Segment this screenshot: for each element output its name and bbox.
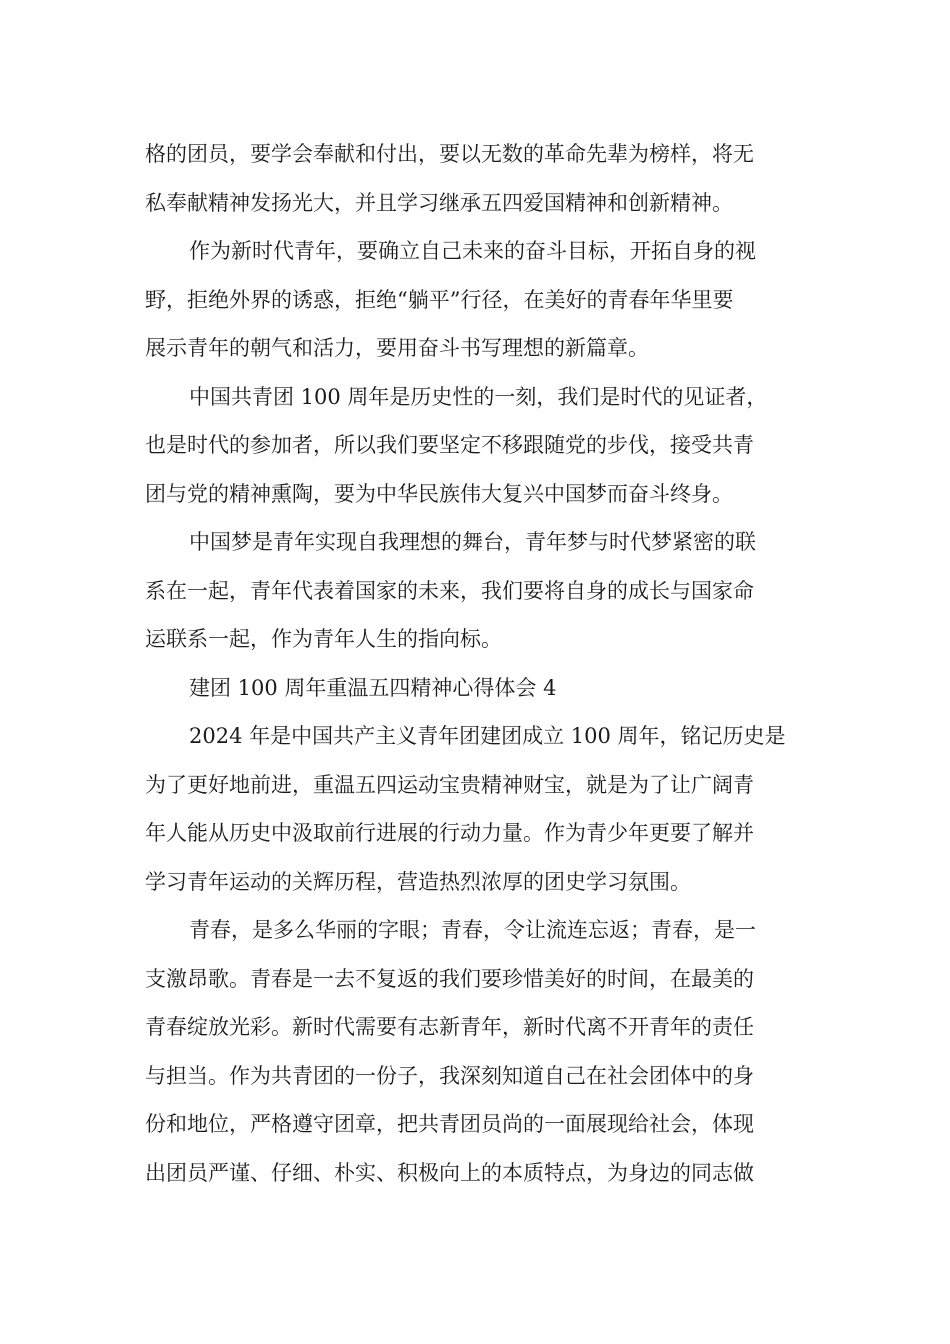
- text-line-11: 运联系一起，作为青年人生的指向标。: [145, 627, 502, 651]
- text-line-8: 团与党的精神熏陶，要为中华民族伟大复兴中国梦而奋斗终身。: [145, 482, 733, 506]
- text-line-4: 野，拒绝外界的诱惑，拒绝“躺平”行径，在美好的青春年华里要: [145, 288, 734, 312]
- paragraph-start-line: 中国梦是青年实现自我理想的舞台，青年梦与时代梦紧密的联: [189, 530, 756, 554]
- text-line-20: 与担当。作为共青团的一份子，我深刻知道自己在社会团体中的身: [145, 1064, 754, 1088]
- text-line-7: 也是时代的参加者，所以我们要坚定不移跟随党的步伐，接受共青: [145, 433, 754, 457]
- text-line-10: 系在一起，青年代表着国家的未来，我们要将自身的成长与国家命: [145, 579, 754, 603]
- text-line-16: 学习青年运动的关辉历程，营造热烈浓厚的团史学习氛围。: [145, 870, 691, 894]
- text-line-19: 青春绽放光彩。新时代需要有志新青年，新时代离不开青年的责任: [145, 1015, 754, 1039]
- text-line-18: 支激昂歌。青春是一去不复返的我们要珍惜美好的时间，在最美的: [145, 967, 754, 991]
- text-line-21: 份和地位，严格遵守团章，把共青团员尚的一面展现给社会，体现: [145, 1112, 754, 1136]
- paragraph-start-line: 作为新时代青年，要确立自己未来的奋斗目标，开拓自身的视: [189, 239, 756, 263]
- text-line-22: 出团员严谨、仔细、朴实、积极向上的本质特点，为身边的同志做: [145, 1161, 754, 1185]
- text-line-15: 年人能从历史中汲取前行进展的行动力量。作为青少年更要了解并: [145, 821, 754, 845]
- text-line-14: 为了更好地前进，重温五四运动宝贵精神财宝，就是为了让广阔青: [145, 773, 754, 797]
- text-line-5: 展示青年的朝气和活力，要用奋斗书写理想的新篇章。: [145, 336, 649, 360]
- section-heading: 建团 100 周年重温五四精神心得体会 4: [189, 676, 557, 700]
- paragraph-start-line: 中国共青团 100 周年是历史性的一刻，我们是时代的见证者，: [189, 385, 768, 409]
- paragraph-start-line: 2024 年是中国共产主义青年团建团成立 100 周年，铭记历史是: [189, 724, 786, 748]
- paragraph-start-line: 青春，是多么华丽的字眼；青春，令让流连忘返；青春，是一: [189, 918, 756, 942]
- text-line-1: 格的团员，要学会奉献和付出，要以无数的革命先辈为榜样，将无: [145, 142, 754, 166]
- text-line-2: 私奉献精神发扬光大，并且学习继承五四爱国精神和创新精神。: [145, 191, 733, 215]
